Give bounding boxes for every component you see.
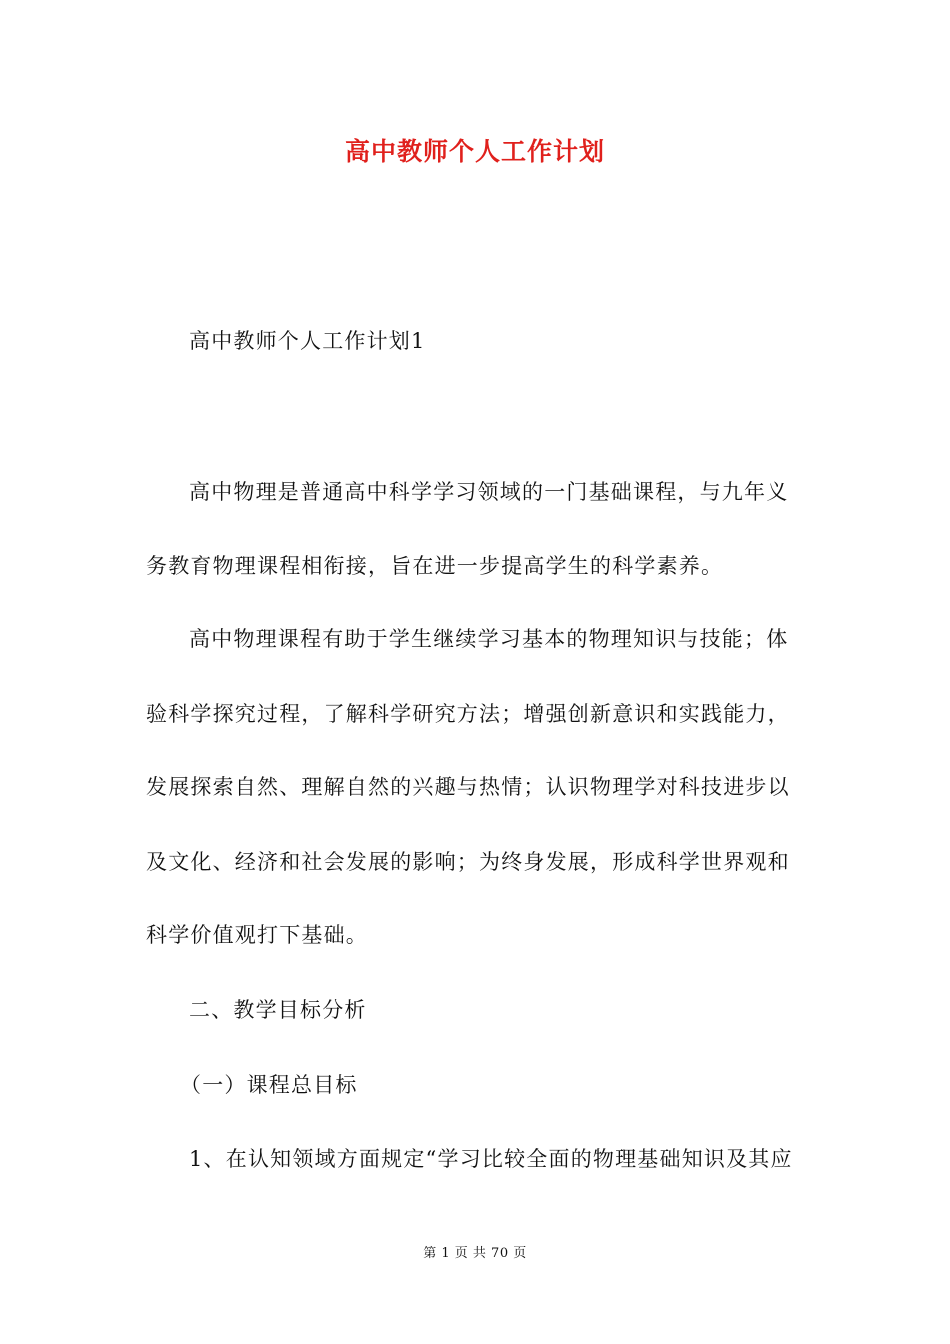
paragraph-line: 高中物理是普通高中科学学习领域的一门基础课程，与九年义: [189, 480, 789, 504]
subsection-heading: 二、教学目标分析: [189, 998, 367, 1022]
paragraph-line: 验科学探究过程，了解科学研究方法；增强创新意识和实践能力，: [146, 702, 790, 726]
page-number-footer: 第 1 页 共 70 页: [423, 1246, 527, 1261]
section-heading: 高中教师个人工作计划1: [189, 329, 426, 353]
paragraph-line: 发展探索自然、理解自然的兴趣与热情；认识物理学对科技进步以: [146, 775, 790, 799]
paragraph-line: 及文化、经济和社会发展的影响；为终身发展，形成科学世界观和: [146, 850, 790, 874]
paragraph-line: 务教育物理课程相衔接，旨在进一步提高学生的科学素养。: [146, 554, 724, 578]
document-title: 高中教师个人工作计划: [344, 137, 605, 166]
paragraph-line: 高中物理课程有助于学生继续学习基本的物理知识与技能；体: [189, 627, 789, 651]
paragraph-line: 1、在认知领域方面规定“学习比较全面的物理基础知识及其应: [189, 1147, 793, 1171]
subsection-heading: （一）课程总目标: [180, 1073, 358, 1097]
paragraph-line: 科学价值观打下基础。: [146, 923, 368, 947]
